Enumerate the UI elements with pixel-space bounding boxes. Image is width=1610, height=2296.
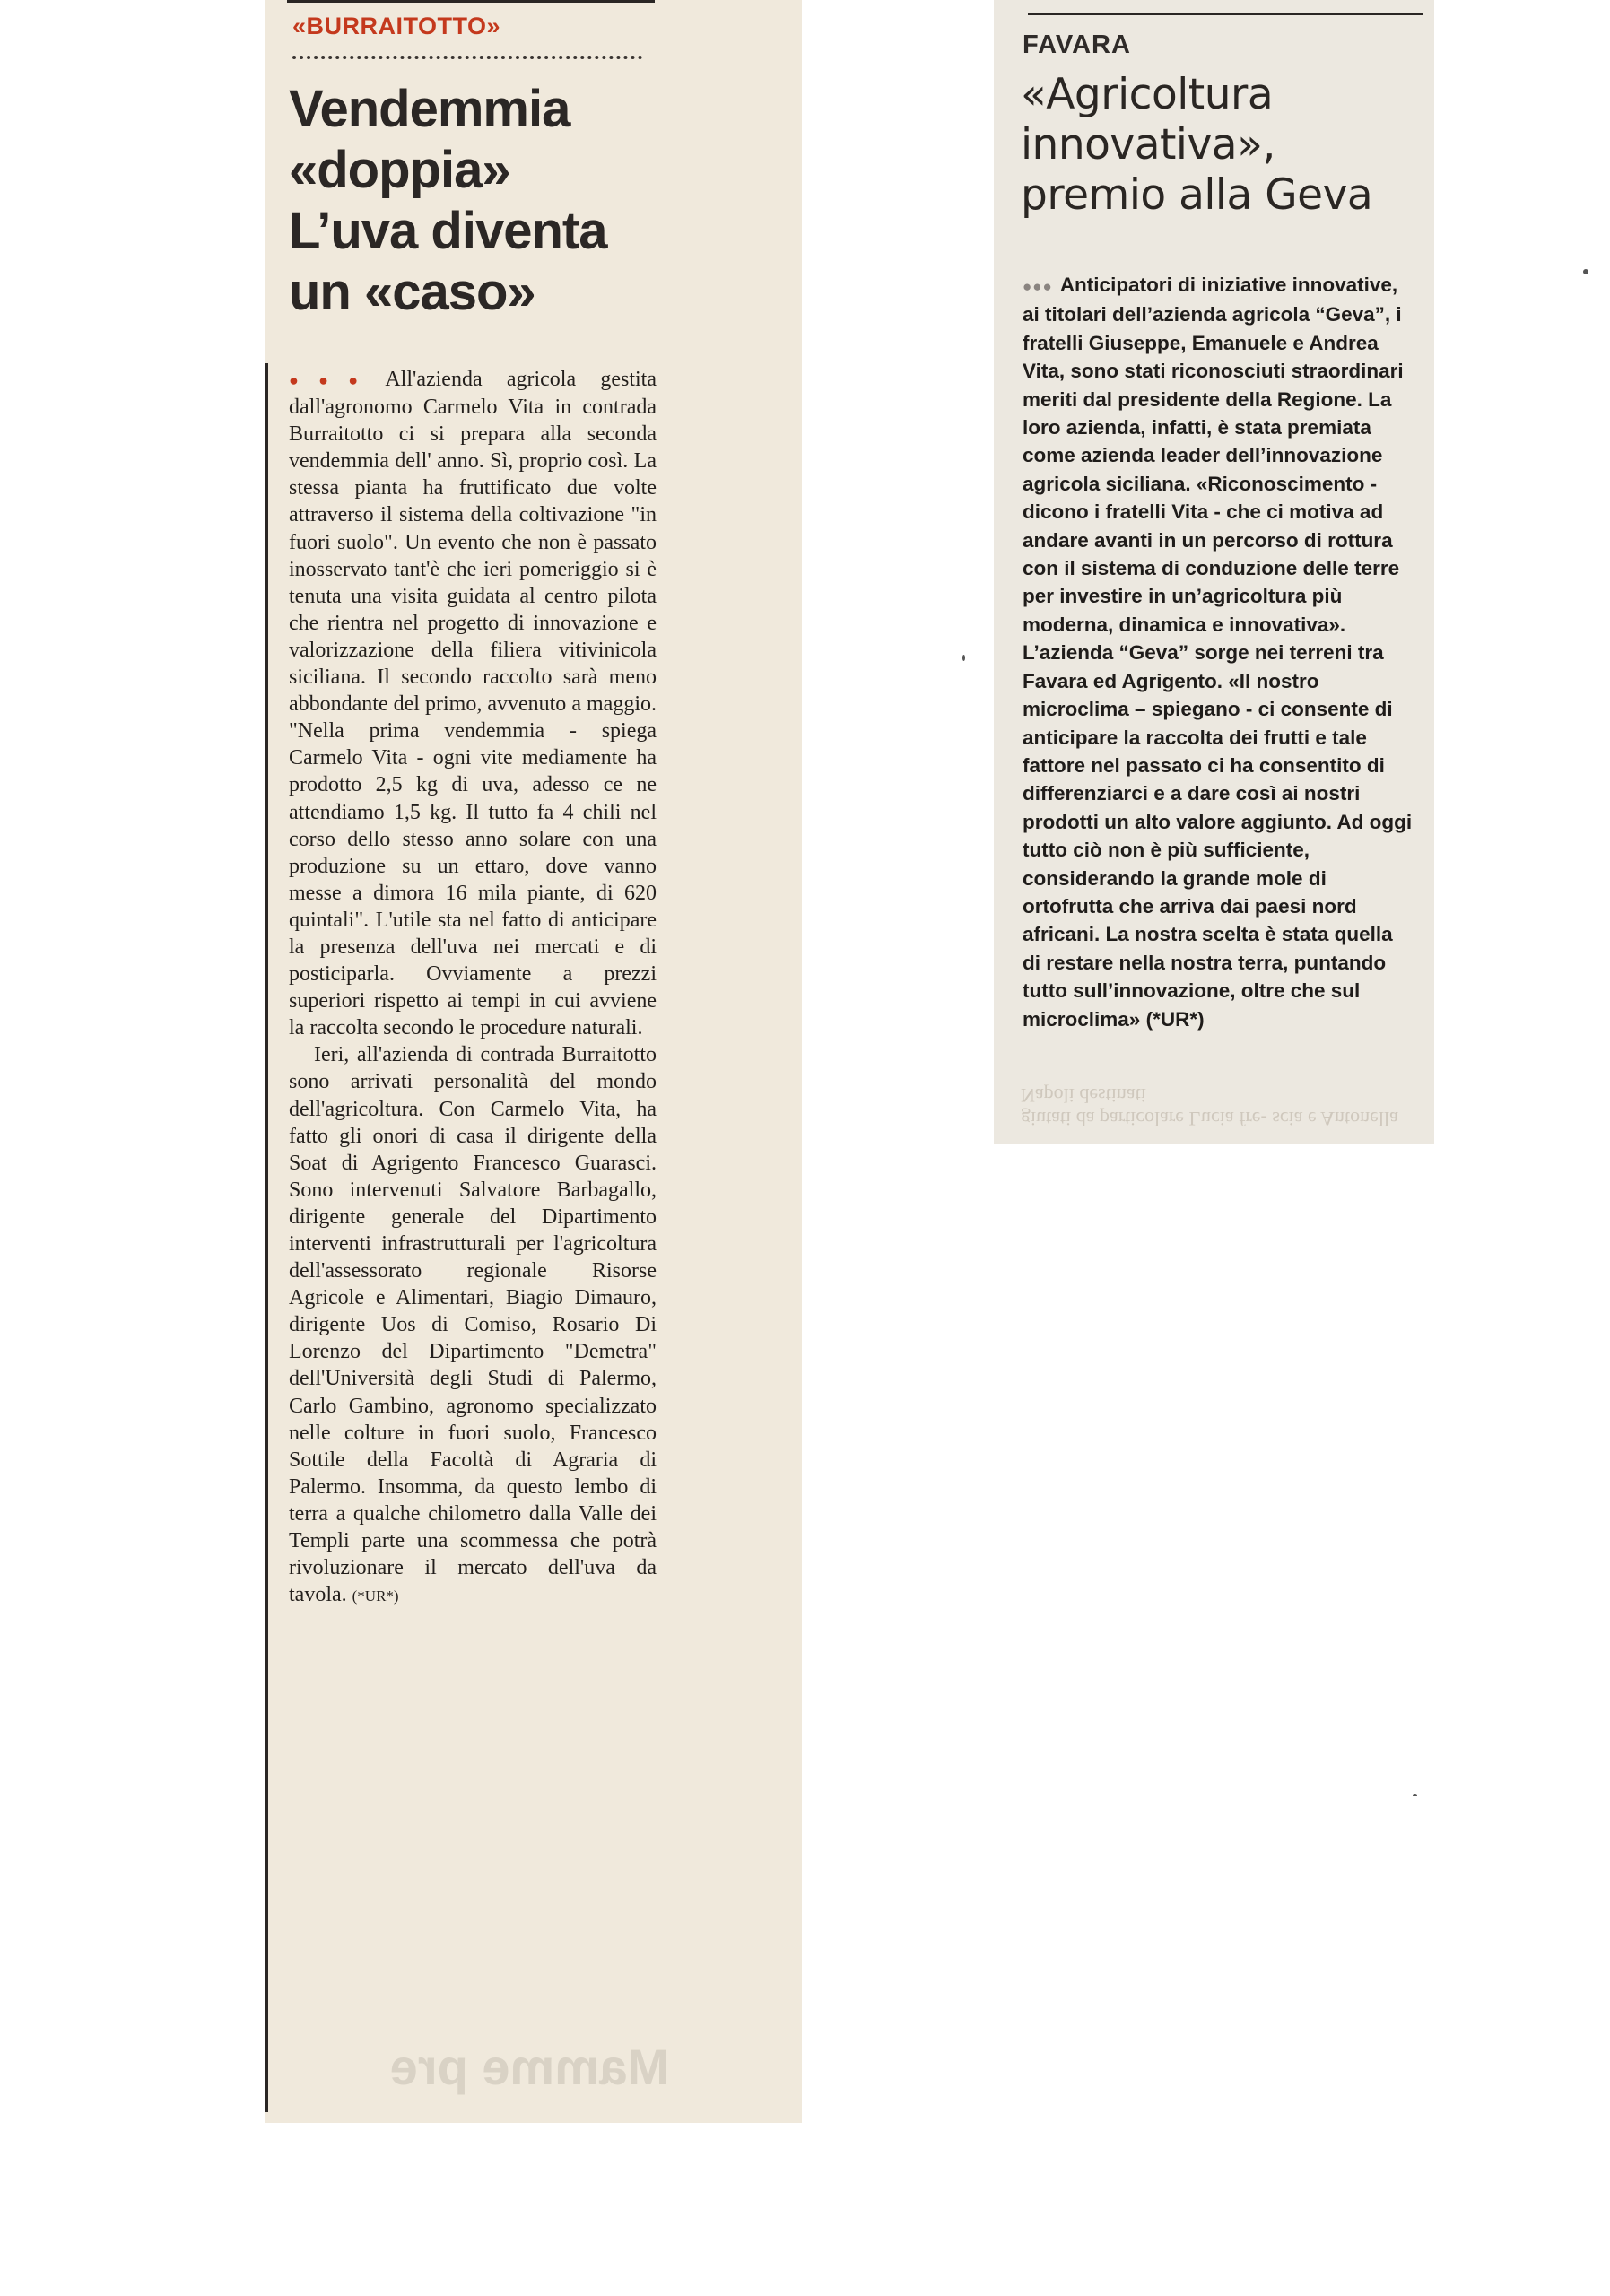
dotted-divider: [292, 56, 642, 59]
article-clipping-favara: [994, 0, 1434, 1144]
bleed-through-text: Mamme pre: [389, 2039, 669, 2095]
paragraph-text: All'azienda agricola gestita dall'agronomo Carmelo Vita in contrada Burraitotto ci si prepara alla seconda vendemmia dell' anno. Sì, proprio così. La stessa pianta ha fruttificato due volte attraverso il sistema della coltivazione "in fuori suolo". Un evento che non è passato inosservato tant'è che ieri pomeriggio si è tenuta una visita guidata al centro pilota che rientra nel progetto di innovazione e valorizzazione della filiera vitivinicola siciliana. Il secondo raccolto sarà meno abbondante del primo, avvenuto a maggio. "Nella prima vendemmia - spiega Carmelo Vita - ogni vite mediamente ha prodotto 2,5 kg di uva, adesso ce ne attendiamo 1,5 kg. Il tutto fa 4 chili nel corso dello stesso anno solare con una produzione su un ettaro, dove vanno messe a dimora 16 mila piante, di 620 quintali". L'utile sta nel fatto di anticipare la presenza dell'uva nei mercati e di posticiparla. Ovviamente a prezzi superiori rispetto ai tempi in cui avviene la raccolta secondo le procedure naturali.: [289, 368, 657, 1040]
scan-speck: [1413, 1794, 1417, 1796]
top-rule: [1028, 13, 1423, 15]
author-signature: (*UR*): [1145, 1007, 1205, 1031]
column-rule: [265, 363, 268, 2112]
article-kicker: FAVARA: [1023, 30, 1131, 59]
bleed-through-text: giutati da particolare Lucia fre- scia e Antonella Napoli destinati: [1021, 1084, 1398, 1130]
author-signature: (*UR*): [352, 1587, 399, 1605]
bullet-marker: ●●●: [289, 371, 379, 389]
bullet-marker: ●●●: [1023, 278, 1053, 295]
paragraph-text: Anticipatori di iniziative innovative, ai titolari dell’azienda agricola “Geva”, i fratelli Giuseppe, Emanuele e Andrea Vita, sono stati riconosciuti straordinari meriti dal presidente della Regione. La loro azienda, infatti, è stata premiata come azienda leader dell’innovazione agricola siciliana. «Riconoscimento - dicono i fratelli Vita - che ci motiva ad andare avanti in un percorso di rottura con il sistema di conduzione delle terre per investire in un’agricoltura più moderna, dinamica e innovativa». L’azienda “Geva” sorge nei terreni tra Favara ed Agrigento. «Il nostro microclima – spiegano - ci consente di anticipare la raccolta dei frutti e tale fattore nel passato ci ha consentito di differenziarci e a dare così ai nostri prodotti un alto valore aggiunto. Ad oggi tutto ciò non è più sufficiente, considerando la grande mole di ortofrutta che arriva dai paesi nord africani. La nostra scelta è stata quella di restare nella nostra terra, puntando tutto sull’innovazione, oltre che sul microclima»: [1023, 274, 1413, 1031]
paragraph-text: Ieri, all'azienda di contrada Burraitotto sono arrivati personalità del mondo dell'agricoltura. Con Carmelo Vita, ha fatto gli onori di casa il dirigente della Soat di Agrigento Francesco Guarasci. Sono intervenuti Salvatore Barbagallo, dirigente generale del Dipartimento interventi infrastrutturali per l'agricoltura dell'assessorato regionale Risorse Agricole e Alimentari, Biagio Dimauro, dirigente Uos di Comiso, Rosario Di Lorenzo del Dipartimento "Demetra" dell'Università degli Studi di Palermo, Carlo Gambino, agronomo specializzato nelle colture in fuori suolo, Francesco Sottile della Facoltà di Agraria di Palermo. Insomma, da questo lembo di terra a qualche chilometro dalla Valle dei Templi parte una scommessa che potrà rivoluzionare il mercato dell'uva da tavola.: [289, 1043, 657, 1607]
headline-line: un «caso»: [289, 263, 535, 321]
headline-line: «Agricoltura: [1021, 70, 1274, 119]
top-rule: [287, 0, 655, 3]
headline-line: premio alla Geva: [1021, 170, 1373, 220]
article-kicker: «BURRAITOTTO»: [292, 13, 501, 39]
body-paragraph: [289, 1041, 657, 1610]
headline-line: Vendemmia: [289, 80, 570, 138]
article-headline: [1021, 70, 1415, 221]
article-clipping-burraitotto: [265, 0, 802, 2123]
headline-line: innovativa»,: [1021, 120, 1275, 170]
article-headline: [289, 79, 666, 323]
headline-line: «doppia»: [289, 141, 510, 199]
article-body: [1023, 271, 1414, 1033]
scan-speck: [962, 655, 965, 661]
scan-speck: [1583, 269, 1588, 274]
headline-line: L’uva diventa: [289, 202, 607, 260]
body-paragraph: [289, 366, 657, 1041]
article-body: [289, 366, 657, 1610]
